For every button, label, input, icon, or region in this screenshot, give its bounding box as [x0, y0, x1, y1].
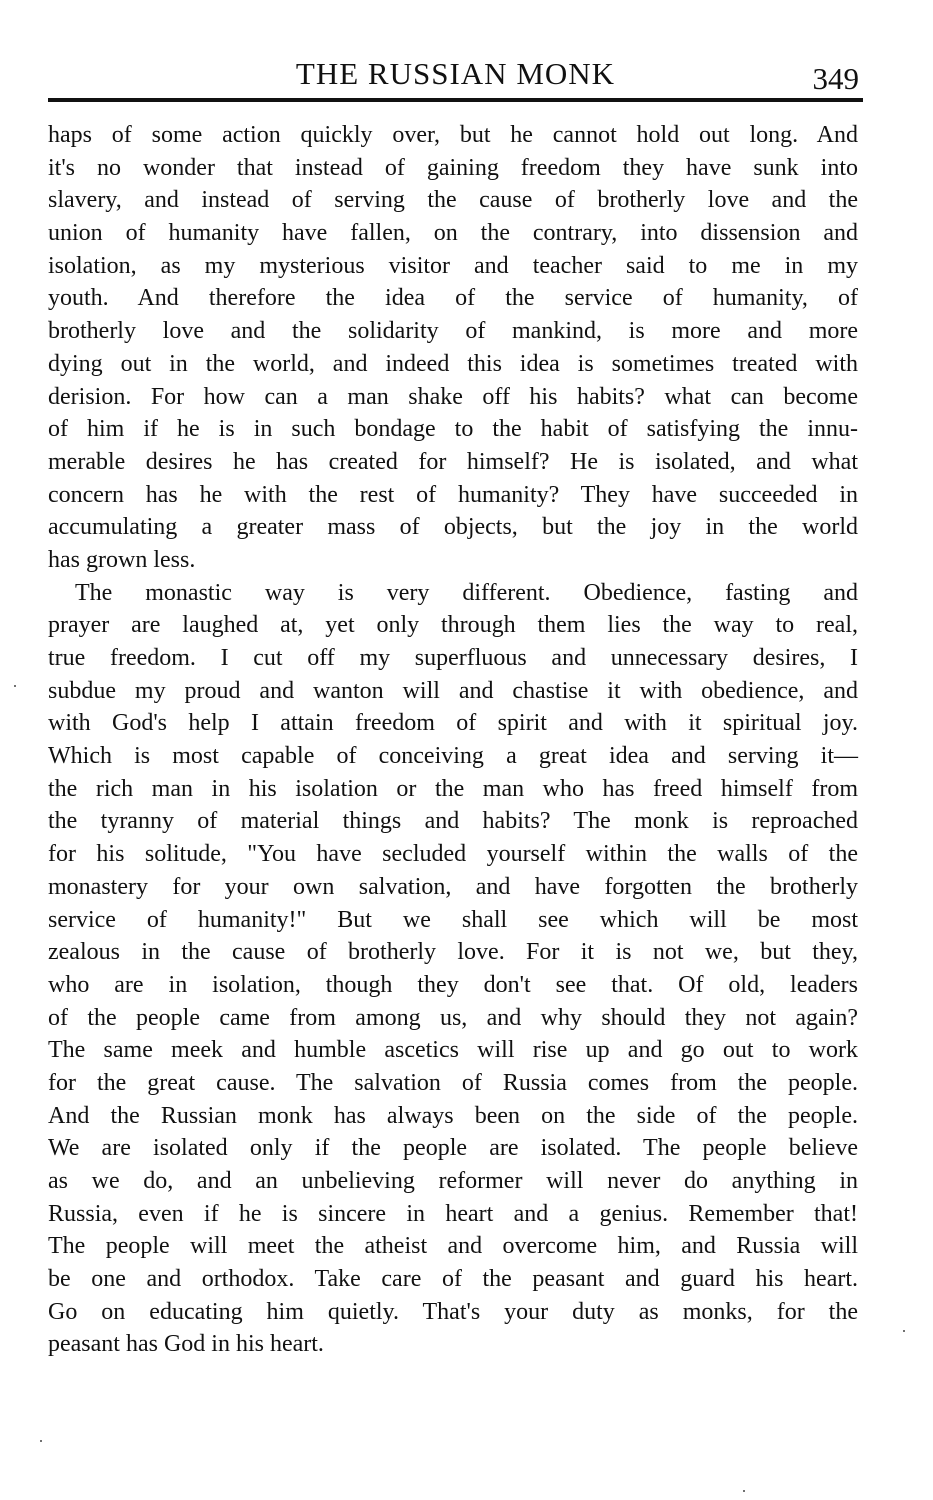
text-line: dying out in the world, and indeed this idea is sometimes treated with [48, 350, 858, 377]
text-line: And the Russian monk has always been on the side of the people. [48, 1102, 858, 1129]
text-line: Russia, even if he is sincere in heart and a genius. Remember that! [48, 1200, 858, 1227]
text-line: slavery, and instead of serving the cause of brotherly love and the [48, 187, 858, 214]
page-number: 349 [812, 61, 859, 96]
body-text [48, 119, 858, 1361]
text-line: prayer are laughed at, yet only through them lies the way to real, [48, 612, 858, 639]
text-line: zealous in the cause of brotherly love. For it is not we, but they, [48, 939, 858, 966]
text-line: The monastic way is very different. Obedience, fasting and [75, 579, 858, 606]
text-line: service of humanity!" But we shall see which will be most [48, 906, 858, 933]
text-line: for his solitude, "You have secluded yourself within the walls of the [48, 841, 858, 868]
text-line: haps of some action quickly over, but he cannot hold out long. And [48, 122, 858, 148]
text-line: with God's help I attain freedom of spirit and with it spiritual joy. [48, 710, 858, 737]
text-line: the rich man in his isolation or the man who has freed himself from [48, 775, 858, 802]
text-line: of him if he is in such bondage to the habit of satisfying the innu- [48, 416, 858, 443]
text-line: Go on educating him quietly. That's your duty as monks, for the [48, 1298, 858, 1325]
text-line: as we do, and an unbelieving reformer will never do anything in [48, 1168, 858, 1194]
text-line: of the people came from among us, and why should they not again? [48, 1004, 858, 1031]
running-head [48, 52, 863, 96]
text-line: monastery for your own salvation, and have forgotten the brotherly [48, 873, 858, 900]
text-line: be one and orthodox. Take care of the peasant and guard his heart. [48, 1266, 858, 1293]
scan-speck [743, 1490, 745, 1492]
text-line: subdue my proud and wanton will and chastise it with obedience, and [48, 677, 858, 704]
scan-speck [903, 1330, 905, 1332]
text-line: true freedom. I cut off my superfluous and unnecessary desires, I [48, 645, 858, 671]
text-line: Which is most capable of conceiving a great idea and serving it— [48, 743, 858, 770]
scan-speck [14, 685, 16, 687]
text-line: derision. For how can a man shake off his habits? what can become [48, 383, 858, 410]
text-line: The same meek and humble ascetics will rise up and go out to work [48, 1037, 858, 1064]
text-line: brotherly love and the solidarity of mankind, is more and more [48, 318, 858, 345]
text-line: The people will meet the atheist and overcome him, and Russia will [48, 1233, 858, 1260]
text-line: peasant has God in his heart. [48, 1331, 324, 1358]
scan-speck [40, 1440, 42, 1442]
header-rule [48, 98, 863, 102]
running-title: THE RUSSIAN MONK [295, 56, 616, 91]
text-line: the tyranny of material things and habits? The monk is reproached [48, 808, 858, 835]
text-line: accumulating a greater mass of objects, but the joy in the world [48, 514, 858, 541]
text-line: isolation, as my mysterious visitor and teacher said to me in my [48, 252, 858, 279]
text-line: We are isolated only if the people are isolated. The people believe [48, 1135, 858, 1162]
text-line: union of humanity have fallen, on the contrary, into dissension and [48, 220, 858, 247]
text-line: who are in isolation, though they don't see that. Of old, leaders [48, 971, 858, 998]
text-line: merable desires he has created for himself? He is isolated, and what [48, 448, 858, 475]
text-line: youth. And therefore the idea of the service of humanity, of [48, 285, 858, 312]
text-line: concern has he with the rest of humanity? They have succeeded in [48, 481, 858, 508]
text-line: for the great cause. The salvation of Russia comes from the people. [48, 1069, 858, 1096]
text-line: it's no wonder that instead of gaining freedom they have sunk into [48, 154, 858, 181]
text-line: has grown less. [48, 546, 196, 573]
